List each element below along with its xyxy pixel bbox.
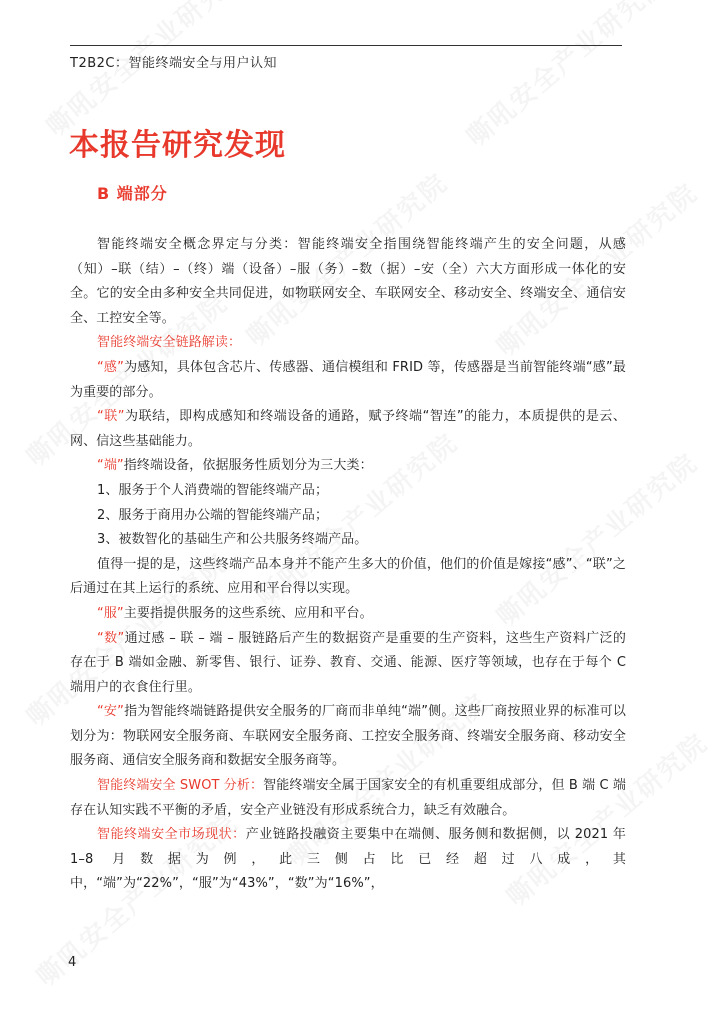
paragraph-market: 智能终端安全市场现状：产业链路投融资主要集中在端侧、服务侧和数据侧，以 2021 年 1–8 月数据为例，此三侧占比已经超过八成，其中，“端”为“22%”，“服”为“43%”，“数”为“16%”， <box>70 827 626 892</box>
header-rule <box>70 45 622 46</box>
paragraph-security: “安”指为智能终端链路提供安全服务的厂商而非单纯“端”侧。这些厂商按照业界的标准可以划分为：物联网安全服务商、车联网安全服务商、工控安全服务商、终端安全服务商、移动安全服务商、通信安全服务商和数据安全服务商等。 <box>70 704 626 769</box>
watermark <box>458 0 675 154</box>
section-title: B 端部分 <box>97 184 168 203</box>
paragraph-data: “数”通过感 – 联 – 端 – 服链路后产生的数据资产是重要的生产资料，这些生产资料广泛的存在于 B 端如金融、新零售、银行、证券、教育、交通、能源、医疗等领域，也存在于每个 C 端用户的衣食住行里。 <box>70 630 626 695</box>
paragraph-value-note: 值得一提的是，这些终端产品本身并不能产生多大的价值，他们的价值是嫁接“感”、“联”之后通过在其上运行的系统、应用和平台得以实现。 <box>70 556 626 597</box>
paragraph-service: “服”主要指提供服务的这些系统、应用和平台。 <box>97 605 373 621</box>
paragraph-link-heading: 智能终端安全链路解读： <box>97 335 242 351</box>
page-title: 本报告研究发现 <box>69 128 286 163</box>
paragraph-connect: “联”为联结，即构成感知和终端设备的通路，赋予终端“智连”的能力，本质提供的是云、网、信这些基础能力。 <box>70 409 626 449</box>
list-item: 3、被数智化的基础生产和公共服务终端产品。 <box>97 532 368 548</box>
running-header: T2B2C：智能终端安全与用户认知 <box>70 56 277 71</box>
paragraph-terminal: “端”指终端设备，依据服务性质划分为三大类： <box>97 458 373 474</box>
paragraph-sense: “感”为感知，具体包含芯片、传感器、通信模组和 FRID 等，传感器是当前智能终端“感”最为重要的部分。 <box>70 359 626 400</box>
list-item: 1、服务于个人消费端的智能终端产品； <box>97 482 329 498</box>
paragraph-swot: 智能终端安全 SWOT 分析：智能终端安全属于国家安全的有机重要组成部分，但 B 端 C 端存在认知实践不平衡的矛盾，安全产业链没有形成系统合力，缺乏有效融合。 <box>70 778 627 818</box>
paragraph-definition: 智能终端安全概念界定与分类：智能终端安全指围绕智能终端产生的安全问题，从感（知）–联（结）–（终）端（设备）–服（务）–数（据）–安（全）六大方面形成一体化的安全。它的安全由多种安全共同促进，如物联网安全、车联网安全、移动安全、终端安全、通信安全、工控安全等。 <box>70 237 626 326</box>
page-number: 4 <box>68 955 77 970</box>
list-item: 2、服务于商用办公端的智能终端产品； <box>97 507 329 523</box>
body-text <box>70 233 626 897</box>
